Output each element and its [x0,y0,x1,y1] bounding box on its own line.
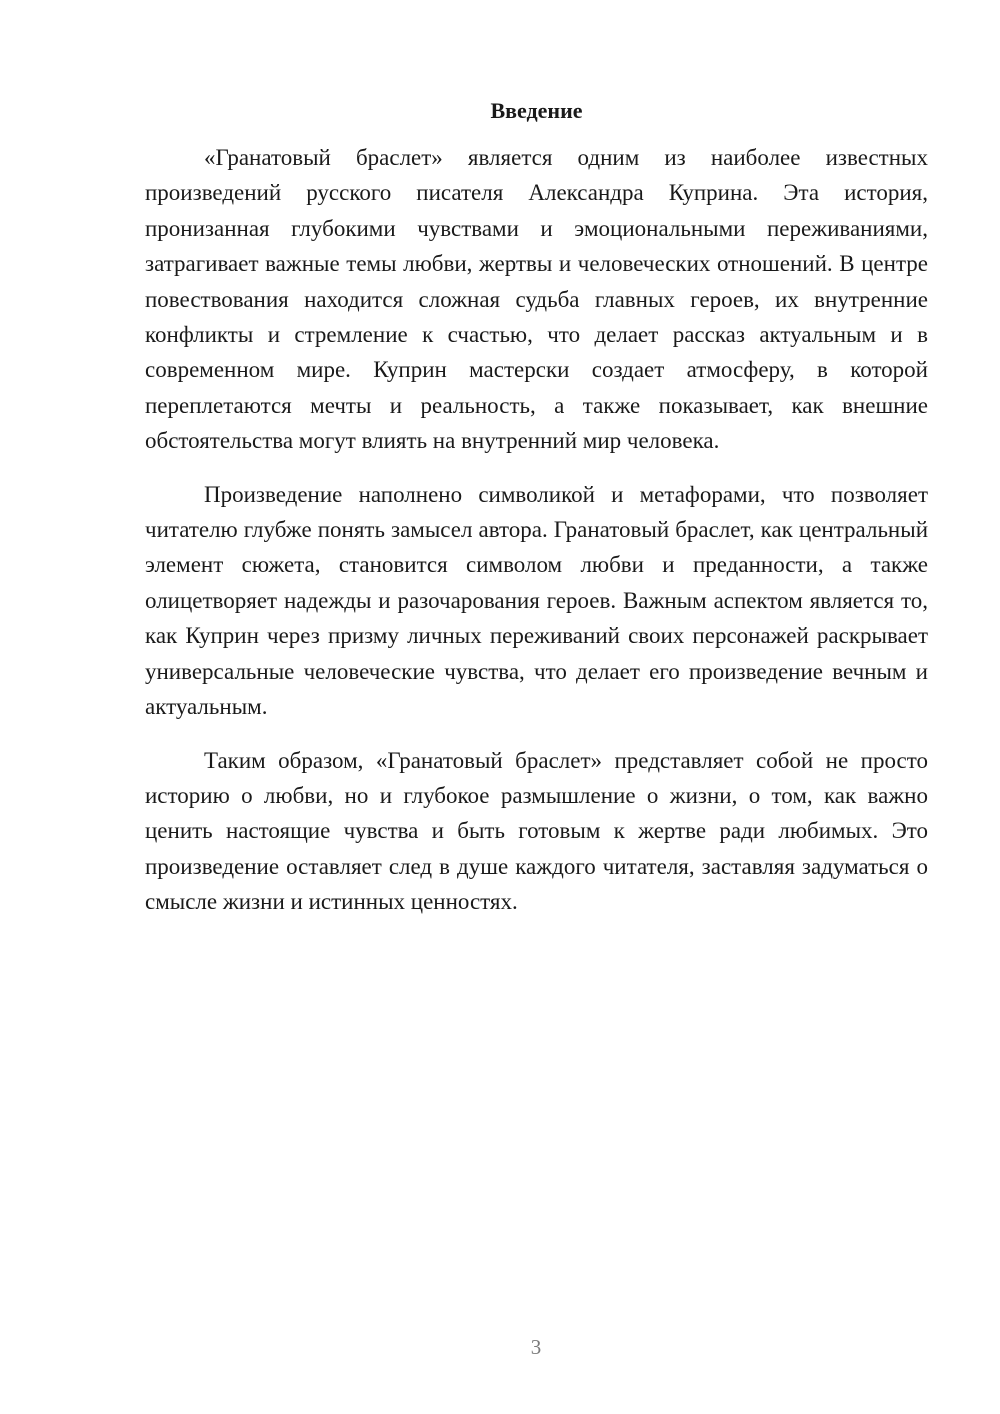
page-content [145,94,928,938]
section-heading: Введение [490,98,583,123]
paragraph-1: «Гранатовый браслет» является одним из наиболее известных произведений русского писателя Александра Куприна. Эта история, пронизанная глубокими чувствами и эмоциональными переживаниями, затрагивает важные темы любви, жертвы и человеческих отношений. В центре повествования находится сложная судьба главных героев, их внутренние конфликты и стремление к счастью, что делает рассказ актуальным и в современном мире. Куприн мастерски создает атмосферу, в которой переплетаются мечты и реальность, а также показывает, как внешние обстоятельства могут влиять на внутренний мир человека. [145,145,928,454]
page-number: 3 [530,1335,542,1359]
paragraph-2: Произведение наполнено символикой и метафорами, что позволяет читателю глубже понять замысел автора. Гранатовый браслет, как центральный элемент сюжета, становится символом любви и преданности, а также олицетворяет надежды и разочарования героев. Важным аспектом является то, как Куприн через призму личных переживаний своих персонажей раскрывает универсальные человеческие чувства, что делает его произведение вечным и актуальным. [145,481,928,720]
paragraph-3: Таким образом, «Гранатовый браслет» представляет собой не просто историю о любви, но и глубокое размышление о жизни, о том, как важно ценить настоящие чувства и быть готовым к жертве ради любимых. Это произведение оставляет след в душе каждого читателя, заставляя задуматься о смысле жизни и истинных ценностях. [145,747,928,915]
